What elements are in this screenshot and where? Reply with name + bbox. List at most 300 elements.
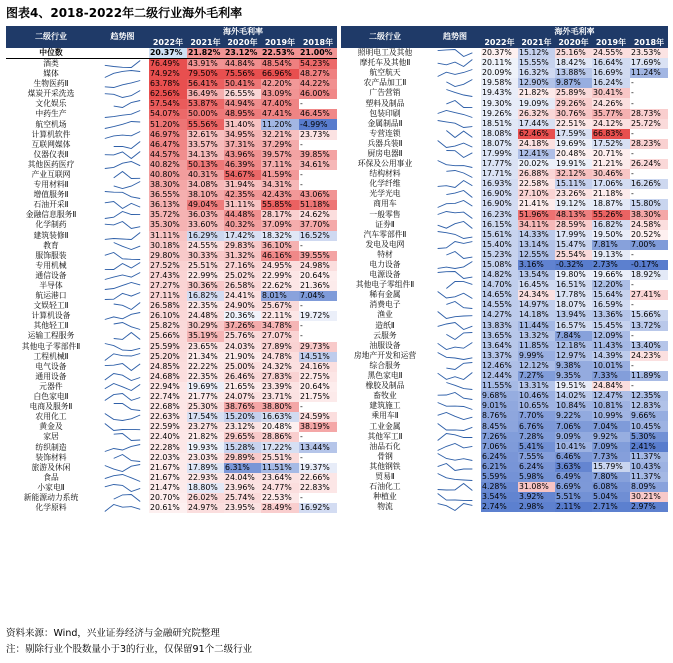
margin-value: 9.92%	[592, 432, 630, 442]
margin-value: 14.82%	[481, 270, 518, 280]
industry-name: 产业互联网	[31, 169, 71, 179]
trend-cell	[429, 48, 481, 58]
trend-sparkline	[429, 442, 481, 452]
margin-value: 12.55%	[518, 250, 555, 260]
margin-value: 54.23%	[299, 59, 337, 70]
margin-value: 29.83%	[224, 241, 261, 251]
margin-value: 14.18%	[518, 310, 555, 320]
margin-value: 18.32%	[261, 231, 299, 241]
margin-value: 14.97%	[518, 300, 555, 310]
table-row	[341, 452, 668, 462]
trend-sparkline	[429, 351, 481, 361]
table-row	[6, 109, 337, 119]
margin-value: 30.29%	[187, 321, 224, 331]
table-row	[6, 311, 337, 321]
trend-cell	[429, 169, 481, 179]
table-row	[6, 89, 337, 99]
trend-line	[105, 111, 140, 118]
margin-value: 9.99%	[518, 351, 555, 361]
margin-value: 22.59%	[149, 422, 187, 432]
trend-line	[438, 211, 473, 218]
trend-sparkline	[429, 411, 481, 421]
margin-value: 20.52%	[630, 230, 668, 240]
margin-value: 7.06%	[481, 442, 518, 452]
trend-cell	[96, 210, 149, 220]
trend-cell	[429, 78, 481, 88]
margin-value: 15.61%	[481, 230, 518, 240]
trend-line	[114, 303, 140, 310]
margin-value: 21.75%	[299, 392, 337, 402]
margin-value: 17.99%	[555, 230, 592, 240]
industry-name: 专营连锁	[369, 128, 401, 138]
trend-cell	[429, 341, 481, 351]
footnote: 注：剔除行业个股数量小于3的行业，仅保留91个二级行业	[6, 644, 253, 655]
margin-value: 33.60%	[187, 220, 224, 230]
table-row	[341, 250, 668, 260]
table-row	[341, 48, 668, 58]
margin-value: 25.76%	[224, 331, 261, 341]
margin-value: 25.82%	[149, 321, 187, 331]
industry-name: 煤炭开采洗选	[27, 89, 75, 99]
margin-value: 13.14%	[518, 240, 555, 250]
margin-value: 38.30%	[149, 180, 187, 190]
trend-sparkline	[96, 473, 149, 483]
industry-name: 结构材料	[369, 169, 401, 179]
margin-value: 25.51%	[261, 453, 299, 463]
margin-value: 19.72%	[299, 311, 337, 321]
trend-line	[446, 171, 472, 178]
margin-value: 25.66%	[149, 331, 187, 341]
margin-value: 13.37%	[481, 351, 518, 361]
industry-name: 乘用车Ⅱ	[371, 411, 399, 421]
margin-value: 22.68%	[149, 402, 187, 412]
trend-sparkline	[429, 371, 481, 381]
margin-value: 29.80%	[149, 251, 187, 261]
margin-value: 2.41%	[630, 442, 668, 452]
margin-value: 43.91%	[187, 59, 224, 70]
trend-line	[105, 293, 140, 300]
margin-value: 22.35%	[187, 301, 224, 311]
trend-cell	[96, 311, 149, 321]
trend-line	[438, 322, 473, 329]
trend-sparkline	[429, 129, 481, 139]
margin-value: 50.00%	[187, 109, 224, 119]
margin-value: 8.76%	[481, 411, 518, 421]
trend-line	[438, 393, 473, 400]
margin-value: 24.95%	[261, 261, 299, 271]
margin-value: 20.64%	[299, 271, 337, 281]
trend-sparkline	[96, 160, 149, 170]
table-row	[6, 79, 337, 89]
margin-value: 34.61%	[299, 160, 337, 170]
margin-value: 29.65%	[224, 432, 261, 442]
margin-value: 11.89%	[630, 371, 668, 381]
trend-line	[105, 151, 140, 158]
margin-value: 13.44%	[299, 442, 337, 452]
trend-sparkline	[96, 170, 149, 180]
margin-value: 24.90%	[224, 301, 261, 311]
margin-value: 19.43%	[481, 88, 518, 98]
trend-cell	[96, 321, 149, 331]
margin-value: 39.85%	[299, 150, 337, 160]
margin-value: 10.01%	[592, 361, 630, 371]
trend-line	[105, 474, 140, 481]
margin-value: 31.40%	[224, 119, 261, 129]
table-row	[341, 472, 668, 482]
margin-value: 51.18%	[299, 200, 337, 210]
margin-value: 31.11%	[224, 200, 261, 210]
table-row	[341, 351, 668, 361]
trend-line	[105, 212, 140, 219]
trend-line	[446, 130, 472, 137]
industry-name: 小家电Ⅱ	[37, 482, 65, 492]
group-header: 海外毛利率	[149, 26, 337, 37]
margin-value: -	[299, 402, 337, 412]
margin-value: 6.24%	[518, 462, 555, 472]
trend-sparkline	[429, 321, 481, 331]
industry-name: 黄金及	[39, 422, 63, 432]
margin-value: 22.94%	[149, 382, 187, 392]
trend-sparkline	[429, 331, 481, 341]
margin-value: 18.07%	[481, 139, 518, 149]
industry-name: 厨房电器Ⅱ	[367, 148, 403, 158]
trend-cell	[96, 231, 149, 241]
margin-value: 40.80%	[149, 170, 187, 180]
trend-sparkline	[429, 139, 481, 149]
margin-value: 21.82%	[518, 88, 555, 98]
margin-value: 15.12%	[518, 48, 555, 58]
table-row	[6, 463, 337, 473]
margin-value: 28.17%	[261, 210, 299, 220]
trend-line	[438, 352, 473, 359]
margin-value: 5.04%	[592, 492, 630, 502]
trend-sparkline	[429, 260, 481, 270]
trend-cell	[96, 89, 149, 99]
margin-value: 22.53%	[261, 493, 299, 503]
trend-line	[105, 121, 140, 128]
trend-cell	[429, 432, 481, 442]
trend-cell	[96, 119, 149, 129]
margin-value: 11.55%	[481, 381, 518, 391]
margin-value: 38.10%	[187, 190, 224, 200]
margin-value: 24.97%	[187, 503, 224, 513]
trend-sparkline	[429, 482, 481, 492]
margin-value: 24.34%	[518, 290, 555, 300]
margin-value: -	[299, 140, 337, 150]
margin-value: 8.09%	[630, 482, 668, 492]
margin-value: 3.63%	[555, 462, 592, 472]
table-row	[341, 442, 668, 452]
trend-sparkline	[429, 310, 481, 320]
margin-value: 9.66%	[630, 411, 668, 421]
margin-value: 14.33%	[518, 230, 555, 240]
margin-value: 16.93%	[481, 179, 518, 189]
margin-value: 5.98%	[518, 472, 555, 482]
margin-value: 9.09%	[555, 432, 592, 442]
table-row	[341, 119, 668, 129]
margin-value: 34.78%	[261, 321, 299, 331]
trend-sparkline	[96, 180, 149, 190]
margin-value: 7.06%	[555, 421, 592, 431]
year-header: 2018年	[299, 37, 337, 48]
trend-line	[114, 323, 140, 330]
margin-value: -	[299, 170, 337, 180]
margin-value: 46.97%	[149, 130, 187, 140]
table-row	[341, 371, 668, 381]
margin-value: 20.48%	[261, 422, 299, 432]
margin-value: 7.27%	[518, 371, 555, 381]
trend-sparkline	[96, 120, 149, 130]
margin-value: 7.04%	[299, 291, 337, 301]
margin-value: 7.09%	[592, 442, 630, 452]
margin-value: 20.71%	[592, 149, 630, 159]
industry-name: 服饰服装	[35, 250, 67, 260]
margin-value: -	[299, 180, 337, 190]
margin-value: 7.04%	[592, 421, 630, 431]
trend-cell	[429, 452, 481, 462]
margin-value: 24.07%	[224, 392, 261, 402]
trend-cell	[429, 472, 481, 482]
trend-cell	[429, 270, 481, 280]
industry-name: 广告营销	[369, 88, 401, 98]
table-row	[6, 140, 337, 150]
table-row	[341, 331, 668, 341]
margin-value: 30.21%	[630, 492, 668, 502]
table-row	[6, 48, 337, 59]
table-row	[6, 442, 337, 452]
trend-cell	[96, 180, 149, 190]
margin-value: 37.09%	[261, 220, 299, 230]
margin-value: -0.32%	[555, 260, 592, 270]
margin-value: 36.13%	[149, 200, 187, 210]
industry-name: 生物医药Ⅱ	[33, 79, 69, 89]
margin-value: 19.30%	[481, 98, 518, 108]
margin-value: 51.96%	[518, 210, 555, 220]
margin-value: 24.12%	[592, 119, 630, 129]
industry-name: 文娱轻工Ⅱ	[33, 301, 69, 311]
industry-name: 电气设备	[35, 361, 67, 371]
trend-line	[114, 404, 140, 411]
trend-cell	[429, 109, 481, 119]
margin-value: 53.87%	[187, 99, 224, 109]
margin-value: -	[630, 361, 668, 371]
margin-value: 14.51%	[299, 352, 337, 362]
trend-sparkline	[96, 362, 149, 372]
trend-line	[114, 434, 140, 441]
right-table	[341, 26, 668, 512]
industry-name: 消费电子	[369, 300, 401, 310]
margin-value: 35.72%	[149, 210, 187, 220]
margin-value: 13.72%	[630, 321, 668, 331]
industry-name: 新能源动力系统	[23, 492, 79, 502]
table-row	[6, 352, 337, 362]
industry-name: 摩托车及其他Ⅱ	[359, 58, 411, 68]
trend-line	[446, 191, 472, 198]
margin-value: 30.36%	[187, 281, 224, 291]
margin-value: 36.55%	[149, 190, 187, 200]
industry-header: 二级行业	[6, 26, 96, 48]
margin-value: 27.89%	[261, 342, 299, 352]
margin-value: 31.08%	[518, 482, 555, 492]
margin-value: 13.54%	[518, 270, 555, 280]
margin-value: 10.43%	[630, 462, 668, 472]
margin-value: 7.33%	[592, 371, 630, 381]
industry-name: 汽车零部件Ⅱ	[363, 229, 407, 239]
margin-value: 17.77%	[481, 159, 518, 169]
industry-name: 仪器仪表Ⅱ	[33, 149, 69, 159]
margin-value: 9.38%	[555, 361, 592, 371]
margin-value: 26.02%	[187, 493, 224, 503]
trend-sparkline	[429, 68, 481, 78]
margin-value: 42.20%	[261, 79, 299, 89]
margin-value: 18.42%	[555, 58, 592, 68]
table-row	[341, 462, 668, 472]
margin-value: 34.31%	[261, 180, 299, 190]
trend-line	[438, 140, 473, 147]
margin-value: 16.90%	[481, 189, 518, 199]
industry-name: 增值服务Ⅱ	[33, 190, 69, 200]
trend-sparkline	[429, 220, 481, 230]
margin-value: 22.93%	[187, 473, 224, 483]
trend-line	[105, 484, 140, 491]
margin-value: 42.35%	[224, 190, 261, 200]
trend-sparkline	[96, 220, 149, 230]
margin-value: 10.99%	[592, 411, 630, 421]
margin-value: 17.44%	[518, 119, 555, 129]
margin-value: 20.37%	[149, 48, 187, 59]
margin-value: 15.47%	[555, 240, 592, 250]
margin-value: 16.51%	[555, 280, 592, 290]
margin-value: -	[630, 381, 668, 391]
margin-value: 12.20%	[592, 280, 630, 290]
trend-sparkline	[96, 140, 149, 150]
industry-name: 光学光电	[369, 189, 401, 199]
margin-value: -	[299, 331, 337, 341]
margin-value: 20.61%	[149, 503, 187, 513]
margin-value: 8.01%	[261, 291, 299, 301]
trend-cell	[96, 432, 149, 442]
margin-value: 22.22%	[187, 362, 224, 372]
trend-sparkline	[96, 130, 149, 140]
margin-value: 28.23%	[630, 139, 668, 149]
trend-line	[105, 424, 140, 431]
margin-value: 11.37%	[630, 472, 668, 482]
group-header: 海外毛利率	[481, 26, 668, 37]
trend-cell	[429, 58, 481, 68]
margin-value: 44.94%	[224, 99, 261, 109]
trend-line	[105, 363, 140, 370]
margin-value: 40.32%	[224, 220, 261, 230]
margin-value: 6.21%	[481, 462, 518, 472]
table-row	[6, 69, 337, 79]
industry-name: 种植业	[373, 492, 397, 502]
margin-value: 24.48%	[187, 311, 224, 321]
trend-cell	[96, 372, 149, 382]
table-row	[341, 189, 668, 199]
industry-name: 橡胶及制品	[365, 381, 405, 391]
industry-name: 其他医药医疗	[27, 159, 75, 169]
margin-value: 22.99%	[261, 271, 299, 281]
margin-value: 17.71%	[481, 169, 518, 179]
margin-value: 22.99%	[187, 271, 224, 281]
table-row	[341, 129, 668, 139]
trend-sparkline	[429, 462, 481, 472]
trend-cell	[429, 149, 481, 159]
margin-value: 41.59%	[261, 170, 299, 180]
margin-value: 66.96%	[261, 69, 299, 79]
margin-value: 3.16%	[518, 260, 555, 270]
table-row	[341, 300, 668, 310]
trend-cell	[429, 220, 481, 230]
margin-value: 27.16%	[224, 261, 261, 271]
trend-sparkline	[429, 240, 481, 250]
margin-value: 4.28%	[481, 482, 518, 492]
trend-line	[114, 171, 140, 178]
industry-name: 元器件	[39, 381, 63, 391]
margin-value: 50.13%	[187, 160, 224, 170]
margin-value: 24.03%	[224, 342, 261, 352]
table-row	[341, 502, 668, 512]
margin-value: 13.65%	[481, 331, 518, 341]
margin-value: 25.20%	[149, 352, 187, 362]
margin-value: 25.74%	[224, 493, 261, 503]
trend-sparkline	[96, 321, 149, 331]
industry-name: 塑料及制品	[365, 98, 405, 108]
margin-value: 6.69%	[555, 482, 592, 492]
trend-cell	[96, 48, 149, 59]
margin-value: 21.47%	[149, 483, 187, 493]
trend-cell	[429, 391, 481, 401]
trend-sparkline	[429, 290, 481, 300]
margin-value: 47.41%	[261, 109, 299, 119]
margin-value: 15.23%	[481, 250, 518, 260]
table-row	[341, 492, 668, 502]
table-row	[6, 331, 337, 341]
trend-line	[105, 353, 140, 360]
margin-value: 27.83%	[261, 372, 299, 382]
trend-line	[438, 262, 473, 269]
margin-value: 20.37%	[481, 48, 518, 58]
margin-value: 29.89%	[224, 453, 261, 463]
trend-line	[438, 221, 473, 228]
margin-value: 7.81%	[592, 240, 630, 250]
trend-sparkline	[96, 281, 149, 291]
margin-value: 22.66%	[299, 473, 337, 483]
table-row	[341, 290, 668, 300]
margin-value: 13.64%	[481, 341, 518, 351]
trend-cell	[96, 251, 149, 261]
table-row	[341, 310, 668, 320]
trend-sparkline	[96, 150, 149, 160]
margin-value: 17.22%	[261, 442, 299, 452]
trend-sparkline	[96, 59, 149, 69]
margin-value: 25.54%	[555, 250, 592, 260]
industry-name: 装饰材料	[35, 452, 67, 462]
trend-line	[438, 484, 473, 491]
industry-name: 电源设备	[369, 270, 401, 280]
table-row	[6, 210, 337, 220]
margin-value: 2.74%	[481, 502, 518, 512]
chart-title: 图表4、2018-2022年二级行业海外毛利率	[6, 6, 243, 20]
trend-line	[438, 443, 473, 450]
margin-value: 21.34%	[187, 352, 224, 362]
margin-value: -	[299, 241, 337, 251]
industry-name: 其他军工Ⅱ	[367, 431, 403, 441]
trend-cell	[96, 130, 149, 140]
margin-value: 28.73%	[630, 109, 668, 119]
table-row	[341, 381, 668, 391]
margin-value: 26.55%	[224, 89, 261, 99]
